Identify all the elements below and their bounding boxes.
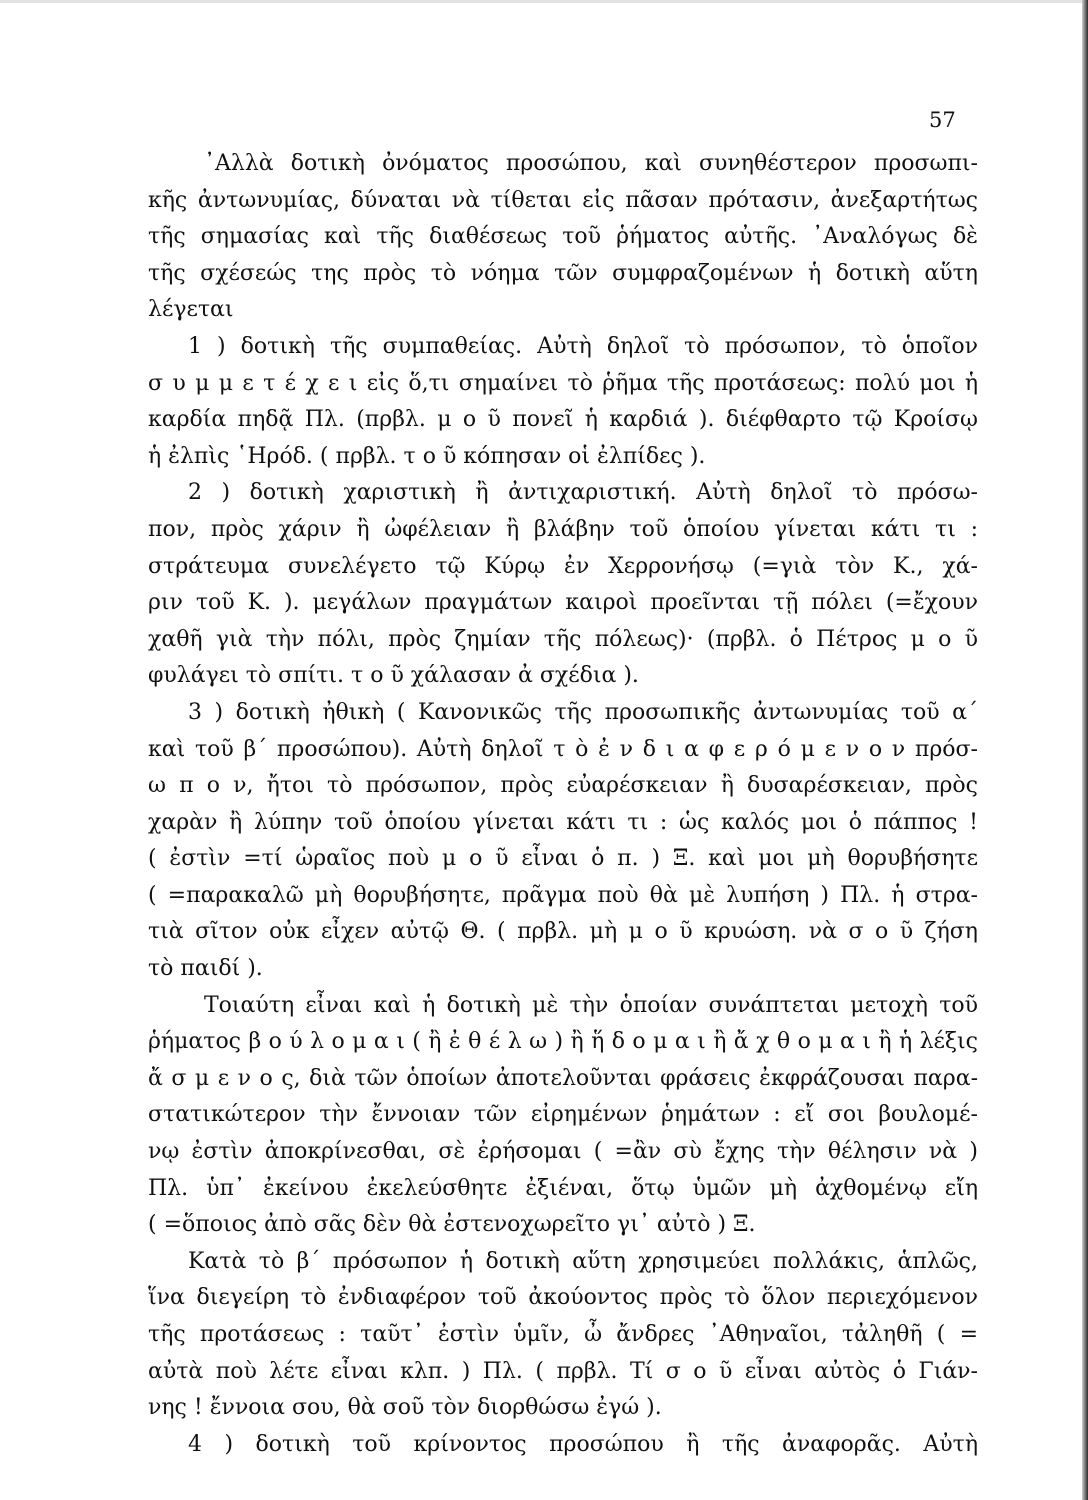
- text-line: πον, πρὸς χάριν ἢ ὠφέλειαν ἢ βλάβην τοῦ ὁποίου γίνεται κάτι τι :: [148, 516, 978, 542]
- text-line: τῆς σχέσεώς της πρὸς τὸ νόημα τῶν συμφραζομένων ἡ δοτικὴ αὕτη: [148, 260, 978, 286]
- text-line: νῳ ἐστὶν ἀποκρίνεσθαι, σὲ ἐρήσομαι ( =ἂν σὺ ἔχης τὴν θέλησιν νὰ ): [148, 1139, 978, 1165]
- text-line: ἡ ἐλπὶς ῾Ηρόδ. ( πρβλ. τ ο ῦ κόπησαν οἱ ἐλπίδες ).: [148, 443, 706, 469]
- text-line: χαθῆ γιὰ τὴν πόλι, πρὸς ζημίαν τῆς πόλεως)· (πρβλ. ὁ Πέτρος μ ο ῦ: [148, 626, 978, 652]
- text-line: ω π ο ν, ἤτοι τὸ πρόσωπον, πρὸς εὐαρέσκειαν ἢ δυσαρέσκειαν, πρὸς: [148, 773, 978, 799]
- text-line: τῆς προτάσεως : ταῦτ᾿ ἐστὶν ὑμῖν, ὦ ἄνδρες ᾿Αθηναῖοι, τἀληθῆ ( =: [148, 1322, 978, 1347]
- page-body: [148, 146, 978, 1463]
- text-line: κῆς ἀντωνυμίας, δύναται νὰ τίθεται εἰς πᾶσαν πρότασιν, ἀνεξαρτήτως: [148, 187, 978, 213]
- text-line: φυλάγει τὸ σπίτι. τ ο ῦ χάλασαν ἀ σχέδια ).: [148, 663, 639, 689]
- text-line: ( =παρακαλῶ μὴ θορυβήσητε, πρᾶγμα ποὺ θὰ μὲ λυπήση ) Πλ. ἡ στρα-: [148, 882, 978, 908]
- text-line: Τοιαύτη εἶναι καὶ ἡ δοτικὴ μὲ τὴν ὁποίαν συνάπτεται μετοχὴ τοῦ: [204, 992, 978, 1018]
- text-line: 2 ) δοτικὴ χαριστικὴ ἢ ἀντιχαριστική. Αὐτὴ δηλοῖ τὸ πρόσω-: [188, 480, 978, 506]
- text-line: ( ἐστὶν =τί ὡραῖος ποὺ μ ο ῦ εἶναι ὁ π. ) Ξ. καὶ μοι μὴ θορυβήσητε: [148, 846, 978, 872]
- text-line: τιὰ σῖτον οὐκ εἶχεν αὐτῷ Θ. ( πρβλ. μὴ μ ο ῦ κρυώση. νὰ σ ο ῦ ζήση: [148, 919, 978, 945]
- text-line: καρδία πηδᾷ Πλ. (πρβλ. μ ο ῦ πονεῖ ἡ καρδιά ). διέφθαρτο τῷ Κροίσῳ: [148, 407, 978, 433]
- text-line: ᾿Αλλὰ δοτικὴ ὀνόματος προσώπου, καὶ συνηθέστερον προσωπι-: [204, 151, 978, 176]
- scan-right-edge: [1082, 0, 1088, 1500]
- text-line: χαρὰν ἢ λύπην τοῦ ὁποίου γίνεται κάτι τι : ὡς καλός μοι ὁ πάππος !: [148, 809, 978, 835]
- page-number: 57: [929, 108, 956, 132]
- text-line: αὐτὰ ποὺ λέτε εἶναι κλπ. ) Πλ. ( πρβλ. Τί σ ο ῦ εἶναι αὐτὸς ὁ Γιάν-: [148, 1358, 978, 1384]
- text-line: 4 ) δοτικὴ τοῦ κρίνοντος προσώπου ἢ τῆς ἀναφορᾶς. Αὐτὴ: [188, 1431, 978, 1457]
- text-line: τὸ παιδί ).: [148, 956, 263, 982]
- text-line: ριν τοῦ Κ. ). μεγάλων πραγμάτων καιροὶ προεῖνται τῇ πόλει (=ἔχουν: [148, 590, 978, 616]
- scan-top-edge: [0, 0, 1088, 3]
- text-line: ( =ὅποιος ἀπὸ σᾶς δὲν θὰ ἐστενοχωρεῖτο γι᾿ αὐτὸ ) Ξ.: [148, 1212, 756, 1238]
- text-line: τῆς σημασίας καὶ τῆς διαθέσεως τοῦ ῥήματος αὐτῆς. ᾿Αναλόγως δὲ: [148, 224, 978, 250]
- text-line: στράτευμα συνελέγετο τῷ Κύρῳ ἐν Χερρονήσῳ (=γιὰ τὸν Κ., χά-: [148, 553, 978, 579]
- text-line: Κατὰ τὸ β΄ πρόσωπον ἡ δοτικὴ αὕτη χρησιμεύει πολλάκις, ἁπλῶς,: [188, 1248, 978, 1274]
- text-line: καὶ τοῦ β΄ προσώπου). Αὐτὴ δηλοῖ τ ὸ ἐ ν δ ι α φ ε ρ ό μ ε ν ο ν πρόσ-: [148, 736, 978, 762]
- text-line: Πλ. ὑπ᾿ ἐκείνου ἐκελεύσθητε ἐξιέναι, ὅτῳ ὑμῶν μὴ ἀχθομένῳ εἴη: [148, 1175, 978, 1201]
- text-line: λέγεται: [148, 297, 234, 323]
- text-line: νης ! ἔννοια σου, θὰ σοῦ τὸν διορθώσω ἐγώ ).: [148, 1395, 662, 1421]
- text-line: σ υ μ μ ε τ έ χ ε ι εἰς ὅ,τι σημαίνει τὸ ῥῆμα τῆς προτάσεως: πολύ μοι ἡ: [148, 370, 978, 396]
- text-line: ἵνα διεγείρη τὸ ἐνδιαφέρον τοῦ ἀκούοντος πρὸς τὸ ὅλον περιεχόμενον: [148, 1285, 978, 1311]
- text-line: στατικώτερον τὴν ἔννοιαν τῶν εἰρημένων ῥημάτων : εἴ σοι βουλομέ-: [148, 1102, 978, 1128]
- text-line: ἄ σ μ ε ν ο ς, διὰ τῶν ὁποίων ἀποτελοῦνται φράσεις ἐκφράζουσαι παρα-: [148, 1065, 978, 1091]
- text-line: ῥήματος β ο ύ λ ο μ α ι ( ἢ ἐ θ έ λ ω ) ἢ ἥ δ ο μ α ι ἢ ἄ χ θ ο μ α ι ἢ ἡ λέξις: [148, 1029, 978, 1055]
- text-line: 3 ) δοτικὴ ἠθικὴ ( Κανονικῶς τῆς προσωπικῆς ἀντωνυμίας τοῦ α΄: [188, 699, 978, 725]
- text-line: 1 ) δοτικὴ τῆς συμπαθείας. Αὐτὴ δηλοῖ τὸ πρόσωπον, τὸ ὁποῖον: [188, 333, 978, 359]
